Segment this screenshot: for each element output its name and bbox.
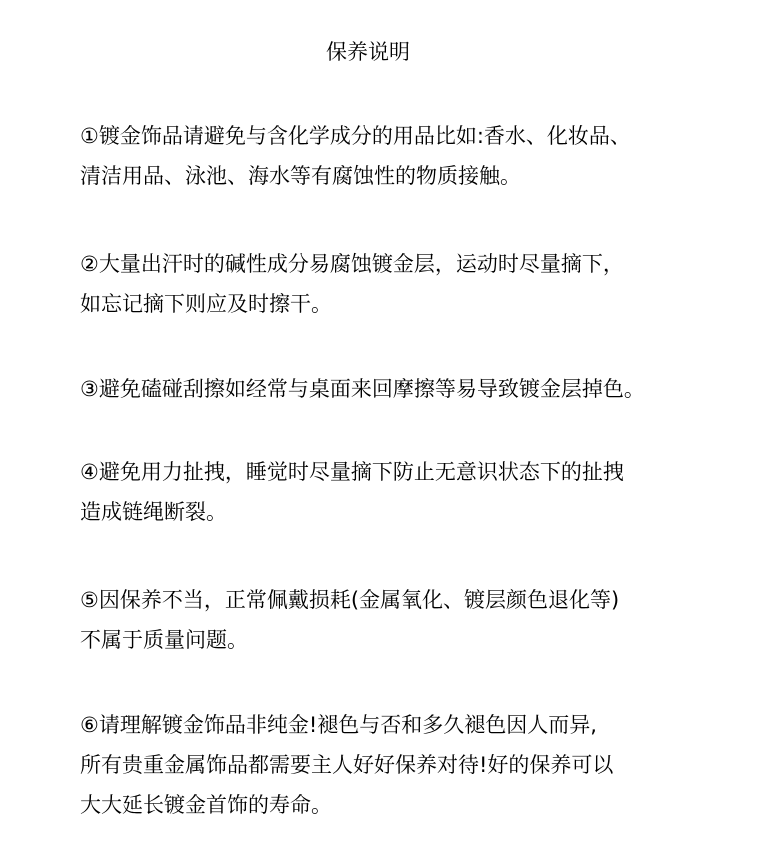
care-item-5-line-1: ⑤因保养不当，正常佩戴损耗(金属氧化、镀层颜色退化等) bbox=[80, 588, 620, 612]
care-item-2 bbox=[80, 244, 760, 324]
care-item-6-line-1: ⑥请理解镀金饰品非纯金!褪色与否和多久褪色因人而异, bbox=[80, 713, 597, 737]
care-item-6-line-3: 大大延长镀金首饰的寿命。 bbox=[80, 793, 332, 817]
care-item-4-line-2: 造成链绳断裂。 bbox=[80, 500, 227, 524]
care-item-2-line-2: 如忘记摘下则应及时擦干。 bbox=[80, 292, 332, 316]
care-item-3 bbox=[80, 369, 760, 409]
page-title: 保养说明 bbox=[326, 40, 410, 64]
care-item-4 bbox=[80, 452, 760, 532]
care-item-6-line-2: 所有贵重金属饰品都需要主人好好保养对待!好的保养可以 bbox=[80, 753, 614, 777]
care-item-1 bbox=[80, 116, 760, 196]
care-item-5-line-2: 不属于质量问题。 bbox=[80, 628, 248, 652]
care-item-4-line-1: ④避免用力扯拽，睡觉时尽量摘下防止无意识状态下的扯拽 bbox=[80, 460, 624, 484]
care-item-3-line-1: ③避免磕碰刮擦如经常与桌面来回摩擦等易导致镀金层掉色。 bbox=[80, 377, 645, 401]
care-item-5 bbox=[80, 580, 760, 660]
care-item-2-line-1: ②大量出汗时的碱性成分易腐蚀镀金层，运动时尽量摘下， bbox=[80, 252, 624, 276]
care-item-1-line-2: 清洁用品、泳池、海水等有腐蚀性的物质接触。 bbox=[80, 164, 521, 188]
care-item-1-line-1: ①镀金饰品请避免与含化学成分的用品比如:香水、化妆品、 bbox=[80, 124, 631, 148]
care-item-6 bbox=[80, 705, 760, 825]
